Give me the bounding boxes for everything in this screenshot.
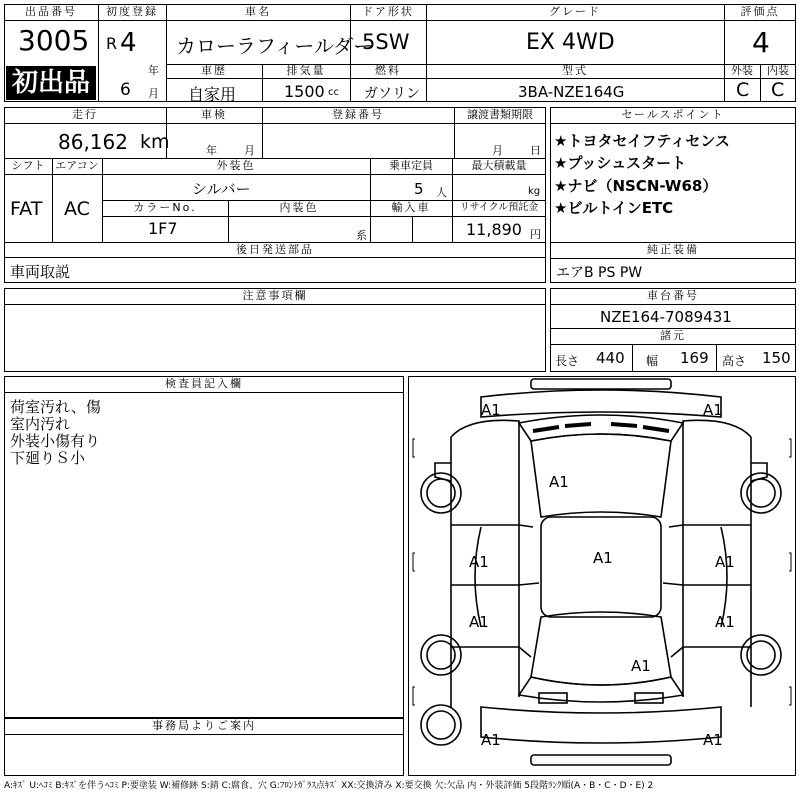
damage-mark: A1: [631, 657, 651, 675]
kei-unit: 系: [356, 229, 367, 242]
dimensions-label: 諸元: [660, 329, 686, 342]
body-sides-shape: [451, 437, 751, 707]
damage-mark: A1: [469, 613, 489, 631]
fuel-label: 燃料: [375, 64, 401, 77]
damage-mark: A1: [703, 731, 723, 749]
damage-mark: A1: [481, 401, 501, 419]
displacement: 1500: [284, 82, 325, 101]
kg-unit: kg: [528, 186, 541, 197]
inspection-label: 車検: [201, 108, 227, 121]
damage-mark: A1: [593, 549, 613, 567]
history-label: 車歴: [201, 64, 227, 77]
door-type-label: ドア形状: [362, 5, 414, 18]
sales-point-4: ★ビルトインETC: [554, 199, 674, 217]
damage-mark: A1: [715, 613, 735, 631]
inspector-note-4: 下廻りＳ小: [10, 449, 86, 467]
sales-points-label: セールスポイント: [621, 108, 725, 121]
aircon-label: エアコン: [55, 159, 99, 172]
inspector-note-2: 室内汚れ: [10, 415, 71, 433]
interior-score: C: [771, 79, 785, 101]
model-code: 3BA-NZE164G: [518, 83, 625, 101]
rear-bumper-shape: [531, 755, 671, 765]
insp-month-unit: 月: [244, 144, 255, 157]
chassis-no: NZE164-7089431: [600, 308, 732, 326]
car-name: カローラフィールダー: [176, 34, 374, 58]
km-unit: km: [140, 131, 170, 153]
aircon: AC: [64, 198, 90, 220]
reg-month: 6: [120, 80, 131, 100]
height-value: 150: [762, 349, 791, 367]
height-label: 高さ: [722, 354, 747, 368]
later-parts-box: [4, 257, 546, 283]
damage-mark: A1: [703, 401, 723, 419]
year-unit: 年: [148, 64, 159, 77]
length-value: 440: [596, 349, 625, 367]
office-notice-label: 事務局よりご案内: [152, 719, 256, 732]
front-bumper-shape: [531, 379, 671, 389]
month-unit: 月: [148, 87, 159, 100]
width-label: 幅: [646, 354, 659, 368]
model-label: 型式: [562, 64, 588, 77]
sales-point-3: ★ナビ（NSCN-W68）: [554, 177, 718, 195]
later-parts-label: 後日発送部品: [236, 243, 314, 256]
damage-mark: A1: [549, 473, 569, 491]
roof-shape: [541, 517, 661, 617]
damage-mark: A1: [481, 731, 501, 749]
ext-color: シルバー: [192, 180, 251, 198]
notes-label: 注意事項欄: [242, 289, 308, 302]
first-listing-badge: 初出品: [6, 66, 96, 100]
transfer-day-unit: 日: [530, 144, 541, 157]
yen-unit: 円: [530, 228, 541, 241]
legend: A:ｷｽﾞ U:ﾍｺﾐ B:ｷｽﾞを伴うﾍｺﾐ P:要塗装 W:補修跡 S:錆 C:腐食、穴 G:ﾌﾛﾝﾄｶﾞﾗｽ点ｷｽﾞ XX:交換済み X:要交換 欠:欠品 内・外装評価 5段階ﾗﾝｸ順(A・B・C・D・E) 2: [4, 781, 654, 791]
width-value: 169: [680, 349, 709, 367]
capacity: 5: [414, 180, 424, 198]
people-unit: 人: [436, 186, 447, 199]
displacement-label: 排気量: [286, 64, 326, 77]
recycle-fee: 11,890: [466, 220, 522, 239]
fuel: ガソリン: [364, 86, 420, 102]
genuine-equipment-value: エアB PS PW: [556, 265, 643, 281]
grade-label: グレード: [549, 5, 601, 18]
history: 自家用: [188, 85, 237, 104]
interior-label: 内装: [767, 64, 789, 77]
exterior-label: 外装: [731, 64, 753, 77]
score: 4: [752, 26, 770, 59]
sales-point-1: ★トヨタセイフティセンス: [554, 132, 730, 150]
lot-number: 3005: [18, 24, 90, 57]
damage-mark: A1: [715, 553, 735, 571]
length-label: 長さ: [555, 354, 580, 368]
mileage-label: 走行: [72, 108, 98, 121]
genuine-equipment-label: 純正装備: [647, 243, 699, 256]
car-name-label: 車名: [245, 5, 271, 18]
first-reg-label: 初度登録: [106, 5, 158, 18]
capacity-label: 乗車定員: [389, 159, 433, 172]
era: R: [106, 34, 118, 53]
inspector-note-3: 外装小傷有り: [10, 432, 101, 450]
rear-end-shape: [481, 707, 721, 743]
lot-no-label: 出品番号: [25, 5, 77, 18]
shift-label: シフト: [11, 159, 45, 172]
sales-point-2: ★プッシュスタート: [554, 154, 687, 172]
inspector-label: 検査員記入欄: [165, 377, 243, 390]
import-label: 輸入車: [391, 201, 431, 214]
later-parts-value: 車両取説: [10, 263, 71, 281]
ext-color-label: 外装色: [216, 159, 256, 172]
door-type: 5SW: [362, 30, 410, 54]
max-load-label: 最大積載量: [471, 159, 527, 172]
front-end-shape: [481, 390, 721, 417]
damage-diagram: [408, 376, 796, 776]
inspector-note-1: 荷室汚れ、傷: [10, 398, 101, 416]
plate-label: 登録番号: [332, 108, 384, 121]
shift: FAT: [10, 198, 43, 220]
recycle-label: リサイクル預託金: [459, 202, 539, 213]
color-no: 1F7: [148, 219, 178, 238]
cc-unit: cc: [328, 87, 339, 98]
damage-mark: A1: [469, 553, 489, 571]
transfer-deadline-label: 譲渡書類期限: [467, 108, 533, 121]
insp-year-unit: 年: [206, 144, 217, 157]
score-label: 評価点: [740, 5, 780, 18]
exterior-score: C: [736, 79, 750, 101]
grade: EX 4WD: [526, 30, 615, 55]
color-no-label: カラーNo.: [133, 201, 197, 214]
chassis-no-label: 車台番号: [647, 289, 699, 302]
transfer-month-unit: 月: [492, 144, 503, 157]
int-color-label: 内装色: [279, 201, 319, 214]
mileage: 86,162: [58, 130, 128, 154]
reg-year: 4: [120, 28, 137, 58]
